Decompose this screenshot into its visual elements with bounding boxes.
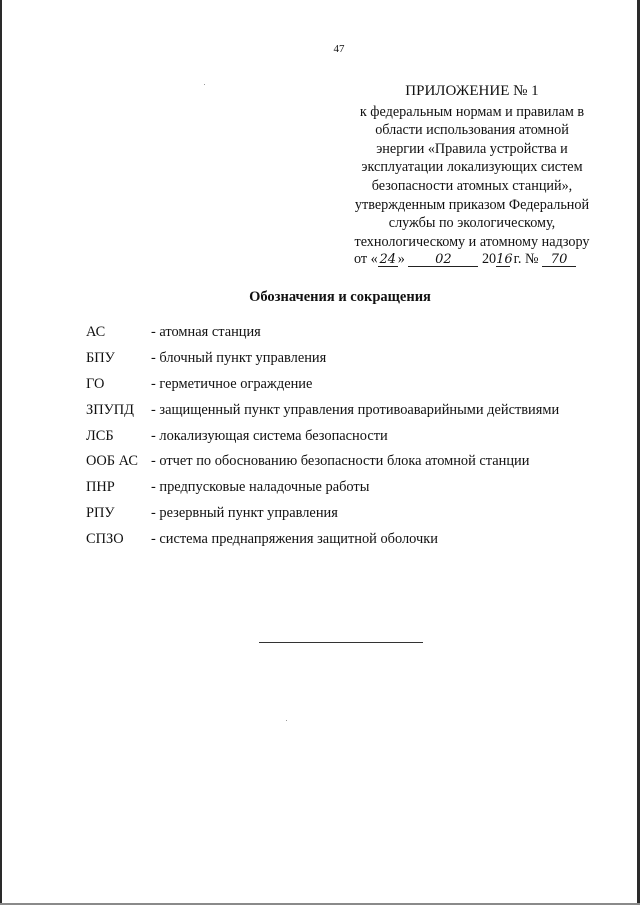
abbreviation-row [86, 320, 606, 346]
abbreviation-definition: - резервный пункт управления [151, 504, 338, 521]
scan-edge-left [0, 0, 2, 905]
abbreviation-term: СПЗО [86, 530, 124, 547]
section-heading: Обозначения и сокращения [249, 289, 431, 305]
order-month: 02 [408, 253, 478, 267]
appendix-line: к федеральным нормам и правилам в [359, 103, 585, 120]
order-year-prefix: 20 [481, 251, 497, 268]
order-reference [330, 250, 614, 269]
abbreviation-term: ГО [86, 375, 105, 392]
appendix-header [330, 82, 614, 269]
abbreviation-definition: - система преднапряжения защитной оболочки [151, 530, 438, 547]
abbreviation-list [86, 320, 606, 552]
abbreviation-definition: - локализующая система безопасности [151, 427, 388, 444]
order-year-suffix: 16 [496, 252, 513, 268]
abbreviation-row [86, 346, 606, 372]
page-number: 47 [333, 43, 345, 55]
order-prefix: от « [354, 251, 378, 268]
abbreviation-term: ПНР [86, 479, 115, 496]
order-year-close: г. № [510, 251, 543, 268]
abbreviation-row [86, 501, 606, 527]
abbreviation-row [86, 397, 606, 423]
abbreviation-definition: - предпусковые наладочные работы [151, 479, 370, 496]
appendix-line: области использования атомной [375, 122, 569, 139]
abbreviation-term: ЛСБ [86, 427, 114, 444]
scan-speck [204, 84, 205, 85]
appendix-line: безопасности атомных станций», [371, 177, 573, 194]
abbreviation-row [86, 423, 606, 449]
abbreviation-row [86, 372, 606, 398]
abbreviation-definition: - блочный пункт управления [151, 350, 327, 367]
appendix-line: службы по экологическому, [388, 215, 556, 232]
abbreviation-row [86, 526, 606, 552]
abbreviation-term: АС [86, 324, 106, 341]
abbreviation-row [86, 475, 606, 501]
order-day-close: » [397, 251, 405, 268]
scan-speck [286, 720, 287, 721]
abbreviation-definition: - герметичное ограждение [151, 375, 313, 392]
order-day: 24 [379, 252, 397, 268]
abbreviation-term: ЗПУПД [86, 401, 134, 418]
appendix-line: утвержденным приказом Федеральной [354, 196, 590, 213]
abbreviation-term: ООБ АС [86, 453, 138, 470]
abbreviation-definition: - атомная станция [151, 324, 261, 341]
abbreviation-definition: - отчет по обоснованию безопасности блока атомной станции [151, 453, 530, 470]
abbreviation-definition: - защищенный пункт управления противоаварийными действиями [151, 401, 560, 418]
abbreviation-term: РПУ [86, 504, 115, 521]
abbreviation-row [86, 449, 606, 475]
end-rule-divider [259, 642, 423, 643]
abbreviation-term: БПУ [86, 350, 115, 367]
appendix-line: технологическому и атомному надзору [354, 233, 590, 250]
order-number: 70 [542, 253, 576, 267]
appendix-line: эксплуатации локализующих систем [361, 159, 583, 176]
appendix-title: ПРИЛОЖЕНИЕ № 1 [405, 83, 539, 99]
appendix-line: энергии «Правила устройства и [376, 140, 568, 157]
